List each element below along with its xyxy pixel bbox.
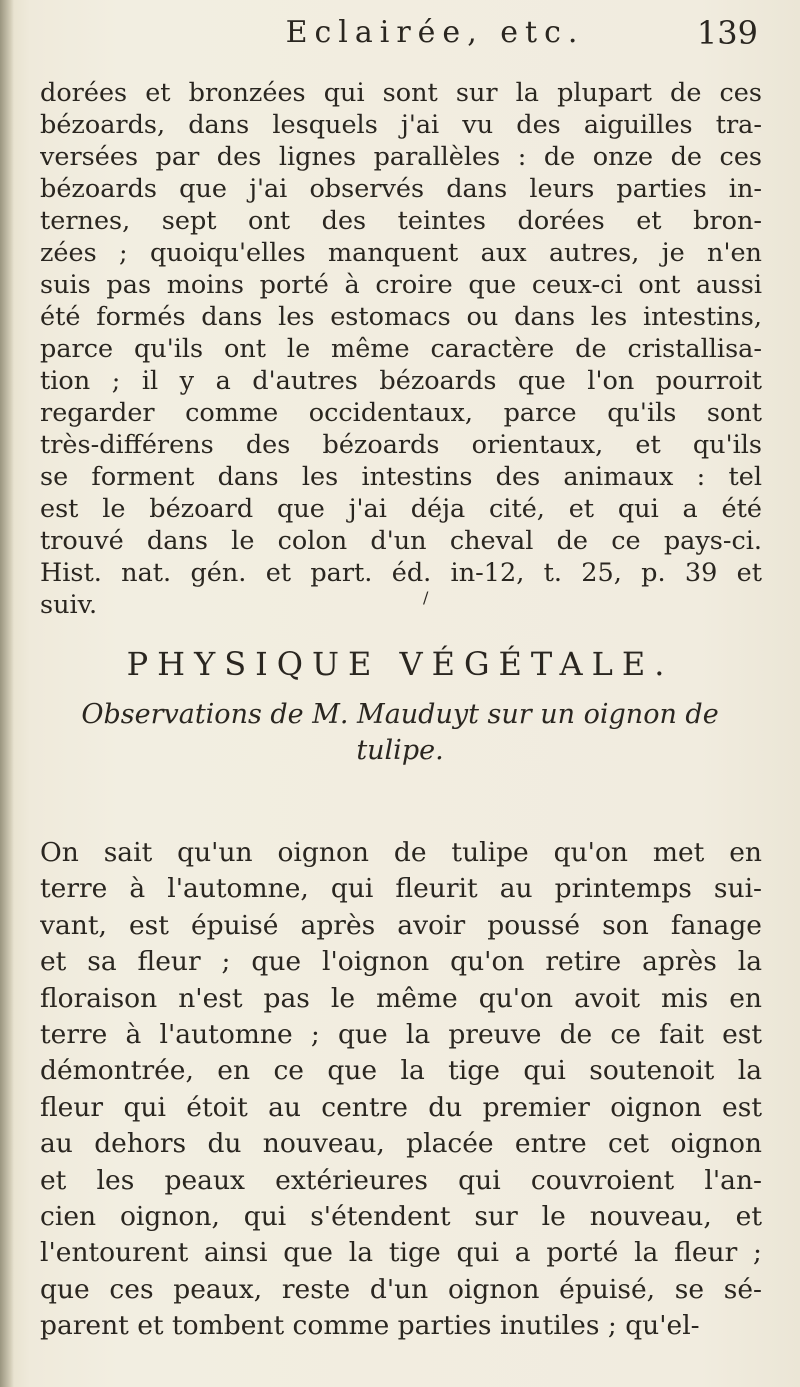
text-line: au dehors du nouveau, placée entre cet oignon bbox=[40, 1128, 762, 1160]
text-line: floraison n'est pas le même qu'on avoit mis en bbox=[40, 982, 762, 1014]
text-line: est le bézoard que j'ai déja cité, et qui a été bbox=[40, 494, 762, 524]
section-title: PHYSIQUE VÉGÉTALE. bbox=[126, 645, 674, 683]
stray-mark: / bbox=[423, 588, 429, 607]
text-line: l'entourent ainsi que la tige qui a porté la fleur ; bbox=[40, 1237, 762, 1269]
page-gutter-shadow bbox=[0, 0, 14, 1387]
text-line: versées par des lignes parallèles : de onze de ces bbox=[40, 142, 762, 172]
text-line: été formés dans les estomacs ou dans les intestins, bbox=[40, 302, 762, 332]
text-line: trouvé dans le colon d'un cheval de ce pays-ci. bbox=[40, 526, 762, 556]
text-line: dorées et bronzées qui sont sur la plupart de ces bbox=[40, 78, 762, 108]
text-line: regarder comme occidentaux, parce qu'ils sont bbox=[40, 398, 762, 428]
text-line: et les peaux extérieures qui couvroient l'an- bbox=[40, 1164, 762, 1196]
text-line: suis pas moins porté à croire que ceux-ci ont aussi bbox=[40, 270, 762, 300]
text-line: bézoards que j'ai observés dans leurs parties in- bbox=[40, 174, 762, 204]
text-line: se forment dans les intestins des animaux : tel bbox=[40, 462, 762, 492]
text-line: suiv. bbox=[40, 590, 98, 620]
text-line: terre à l'automne ; que la preuve de ce fait est bbox=[40, 1018, 762, 1050]
text-line: Hist. nat. gén. et part. éd. in-12, t. 25, p. 39 et bbox=[40, 558, 762, 588]
text-line: On sait qu'un oignon de tulipe qu'on met en bbox=[40, 837, 762, 868]
text-line: zées ; quoiqu'elles manquent aux autres, je n'en bbox=[40, 238, 762, 268]
page-number: 139 bbox=[696, 14, 758, 52]
text-line: fleur qui étoit au centre du premier oignon est bbox=[40, 1091, 762, 1123]
text-line: très-différens des bézoards orientaux, et qu'ils bbox=[40, 430, 762, 460]
text-line: tion ; il y a d'autres bézoards que l'on pourroit bbox=[40, 366, 762, 396]
text-line: que ces peaux, reste d'un oignon épuisé, se sé- bbox=[40, 1273, 762, 1305]
text-line: bézoards, dans lesquels j'ai vu des aiguilles tra- bbox=[40, 110, 762, 140]
text-line: cien oignon, qui s'étendent sur le nouveau, et bbox=[40, 1200, 762, 1232]
paragraph-bezoards bbox=[40, 77, 762, 621]
text-line: ternes, sept ont des teintes dorées et bron- bbox=[40, 206, 762, 236]
article-subtitle: Observations de M. Mauduyt sur un oignon de tulipe. bbox=[81, 699, 719, 766]
text-line: terre à l'automne, qui fleurit au printemps sui- bbox=[40, 873, 762, 905]
running-title: Eclairée, etc. bbox=[285, 15, 585, 50]
text-line: parent et tombent comme parties inutiles ; qu'el- bbox=[40, 1310, 700, 1342]
paragraph-tulipe bbox=[40, 835, 762, 1344]
text-line: vant, est épuisé après avoir poussé son fanage bbox=[40, 909, 762, 941]
text-line: parce qu'ils ont le même caractère de cristallisa- bbox=[40, 334, 762, 364]
text-line: démontrée, en ce que la tige qui soutenoit la bbox=[40, 1055, 762, 1087]
text-line: et sa fleur ; que l'oignon qu'on retire après la bbox=[40, 946, 762, 978]
page-header bbox=[0, 14, 800, 50]
